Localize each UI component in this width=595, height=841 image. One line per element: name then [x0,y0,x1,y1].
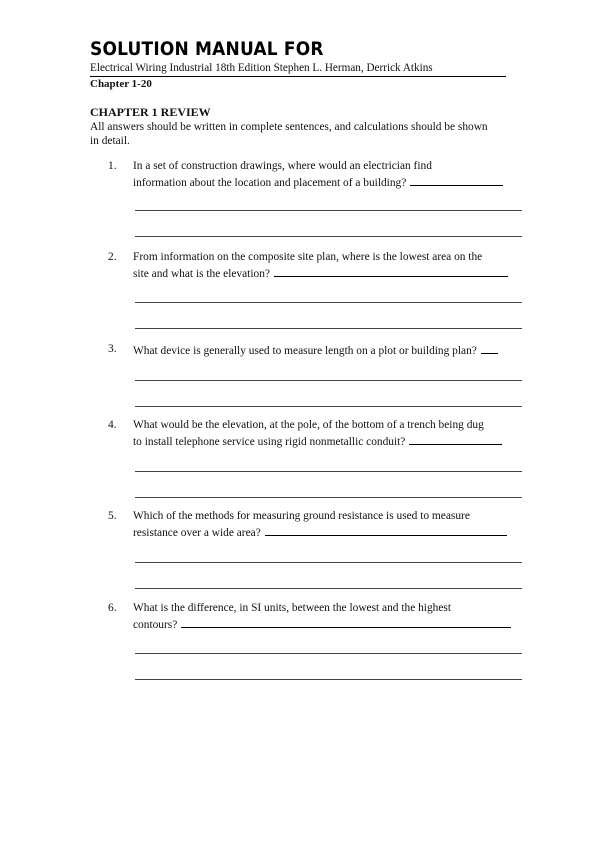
answer-line[interactable] [135,328,522,329]
answer-blank[interactable] [481,342,498,354]
question-text [133,509,525,541]
answer-line[interactable] [135,471,522,472]
question-line: contours? [133,619,178,631]
question-line: What device is generally used to measure length on a plot or building plan? [133,345,477,357]
question-line: In a set of construction drawings, where would an electrician find [133,160,432,172]
answer-blank[interactable] [181,616,511,628]
question-line: What would be the elevation, at the pole, of the bottom of a trench being dug [133,419,484,431]
answer-line[interactable] [135,380,522,381]
question-line: From information on the composite site plan, where is the lowest area on the [133,251,483,263]
answer-line[interactable] [135,497,522,498]
answer-line[interactable] [135,302,522,303]
section-title: CHAPTER 1 REVIEW [90,105,211,119]
question-number: 1. [108,160,117,172]
answer-line[interactable] [135,679,522,680]
question-line: resistance over a wide area? [133,527,261,539]
question-text [133,250,525,282]
question-number: 5. [108,510,117,522]
question-line: information about the location and placement of a building? [133,177,407,189]
answer-blank[interactable] [274,265,508,277]
question-text [133,601,525,633]
question-text [133,342,525,359]
answer-line[interactable] [135,406,522,407]
question-text [133,159,525,191]
answer-blank[interactable] [410,174,503,186]
answer-line[interactable] [135,236,522,237]
question-line: site and what is the elevation? [133,268,270,280]
question-number: 3. [108,343,117,355]
answer-line[interactable] [135,210,522,211]
answer-line[interactable] [135,653,522,654]
answer-blank[interactable] [409,433,502,445]
document-subtitle: Electrical Wiring Industrial 18th Edition Stephen L. Herman, Derrick Atkins [90,62,506,77]
question-number: 2. [108,251,117,263]
instructions-text: All answers should be written in complete sentences, and calculations should be shown in detail. [90,121,488,147]
question-number: 4. [108,419,117,431]
answer-blank[interactable] [265,524,507,536]
question-line: to install telephone service using rigid nonmetallic conduit? [133,436,406,448]
answer-line[interactable] [135,562,522,563]
chapter-range: Chapter 1-20 [90,78,152,90]
document-title: SOLUTION MANUAL FOR [90,38,324,61]
question-line: What is the difference, in SI units, between the lowest and the highest [133,602,452,614]
question-number: 6. [108,602,117,614]
question-text [133,418,525,450]
answer-line[interactable] [135,588,522,589]
question-line: Which of the methods for measuring ground resistance is used to measure [133,510,470,522]
